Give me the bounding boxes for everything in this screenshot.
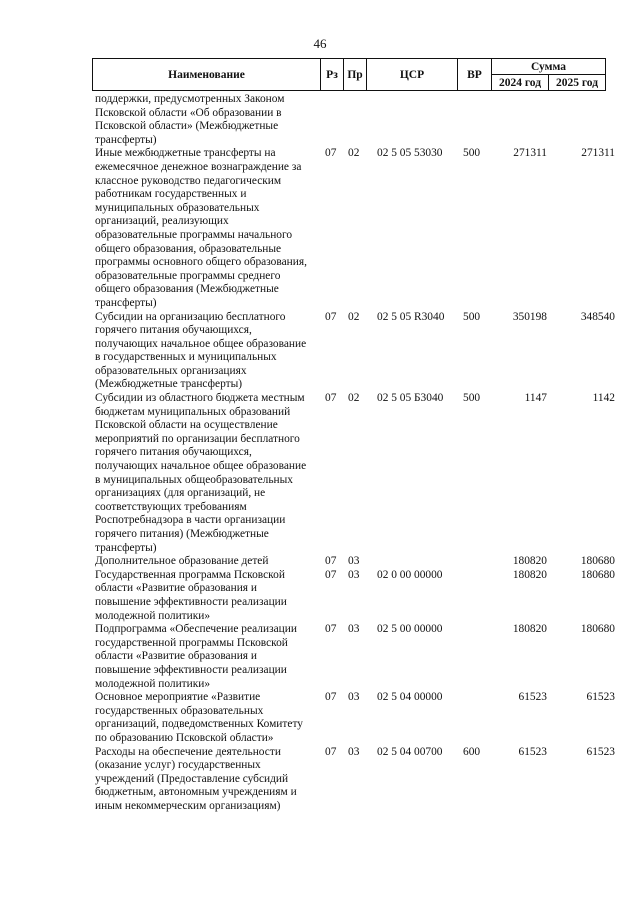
table-row: [95, 93, 615, 147]
header-rz: Рз: [321, 59, 344, 91]
row-csr: 02 5 04 00700: [377, 745, 443, 758]
row-sum-2024: 61523: [518, 691, 547, 704]
table-body: [95, 93, 615, 813]
row-csr: 02 5 00 00000: [377, 623, 443, 636]
row-sum-2025: 180680: [580, 555, 615, 568]
page-number: 46: [313, 36, 327, 51]
table-row: [95, 147, 615, 310]
row-sum-2025: 1142: [592, 392, 615, 405]
row-rz: 07: [325, 568, 337, 581]
row-sum-2024: 180820: [512, 568, 547, 581]
header-sum: Сумма: [492, 59, 606, 75]
row-csr: 02 5 04 00000: [377, 691, 443, 704]
row-csr: 02 0 00 00000: [377, 568, 443, 581]
row-vr: 500: [463, 392, 481, 405]
table-row: [95, 569, 615, 623]
row-vr: 500: [463, 147, 481, 160]
header-vr: ВР: [458, 59, 492, 91]
row-sum-2024: 180820: [512, 555, 547, 568]
header-year-2025: 2025 год: [549, 75, 606, 91]
row-name: Государственная программа Псковской области «Развитие образования и повышение эффективности реализации молодежной политики»: [95, 568, 287, 622]
row-name: Подпрограмма «Обеспечение реализации государственной программы Псковской области «Развитие образования и повышение эффективности реализации молодежной политики»: [95, 623, 297, 690]
row-rz: 07: [325, 691, 337, 704]
row-name: Иные межбюджетные трансферты на ежемесячное денежное вознаграждение за классное руководство педагогическим работникам государственных и муниципальных образовательных организаций, реализующих образовательные программы начального общего образования, образовательные программы основного общего образования, образовательные программы среднего общего образования (Межбюджетные трансферты): [95, 147, 307, 309]
row-sum-2025: 180680: [580, 568, 615, 581]
row-sum-2024: 1147: [524, 392, 547, 405]
row-sum-2024: 271311: [513, 147, 547, 160]
row-pr: 03: [348, 568, 360, 581]
table-row: [95, 623, 615, 691]
row-sum-2024: 180820: [512, 623, 547, 636]
row-name: Субсидии на организацию бесплатного горячего питания обучающихся, получающих начальное общее образование в государственных и муниципальных образовательных организациях (Межбюджетные трансферты): [95, 310, 307, 391]
header-csr: ЦСР: [367, 59, 458, 91]
table-row: [95, 555, 615, 569]
row-csr: 02 5 05 Б3040: [377, 392, 444, 405]
row-sum-2024: 61523: [518, 745, 547, 758]
table-header: [92, 58, 606, 91]
row-name: Субсидии из областного бюджета местным бюджетам муниципальных образований Псковской области на осуществление мероприятий по организации бесплатного горячего питания обучающихся, получающих начальное общее образование в муниципальных общеобразовательных организациях (для организаций, не соответствующих требованиям Роспотребнадзора в части организации горячего питания) (Межбюджетные трансферты): [95, 392, 307, 554]
row-pr: 03: [348, 745, 360, 758]
row-rz: 07: [325, 147, 337, 160]
row-name: поддержки, предусмотренных Законом Псковской области «Об образовании в Псковской области» (Межбюджетные трансферты): [95, 93, 285, 146]
row-sum-2025: 61523: [586, 691, 615, 704]
table-row: [95, 691, 615, 745]
row-sum-2025: 348540: [580, 310, 615, 323]
row-rz: 07: [325, 555, 337, 568]
row-pr: 03: [348, 555, 360, 568]
row-rz: 07: [325, 623, 337, 636]
row-pr: 03: [348, 691, 360, 704]
table-row: [95, 746, 615, 814]
row-rz: 07: [325, 745, 337, 758]
table-row: [95, 311, 615, 393]
header-name: Наименование: [93, 59, 321, 91]
row-sum-2025: 61523: [586, 745, 615, 758]
row-pr: 02: [348, 392, 360, 405]
table-row: [95, 392, 615, 555]
row-pr: 02: [348, 147, 360, 160]
header-year-2024: 2024 год: [492, 75, 549, 91]
row-pr: 02: [348, 310, 360, 323]
row-vr: 500: [463, 310, 481, 323]
row-vr: 600: [463, 745, 481, 758]
row-csr: 02 5 05 53030: [377, 147, 443, 160]
row-sum-2024: 350198: [512, 310, 547, 323]
row-name: Дополнительное образование детей: [95, 555, 269, 568]
row-sum-2025: 271311: [581, 147, 615, 160]
row-rz: 07: [325, 392, 337, 405]
row-sum-2025: 180680: [580, 623, 615, 636]
row-name: Основное мероприятие «Развитие государственных образовательных организаций, подведомственных Комитету по образованию Псковской области»: [95, 691, 303, 744]
row-csr: 02 5 05 R3040: [377, 310, 445, 323]
header-pr: Пр: [344, 59, 367, 91]
row-rz: 07: [325, 310, 337, 323]
row-name: Расходы на обеспечение деятельности (оказание услуг) государственных учреждений (Предоставление субсидий бюджетным, автономным учреждениям и иным некоммерческим организациям): [95, 745, 297, 812]
row-pr: 03: [348, 623, 360, 636]
